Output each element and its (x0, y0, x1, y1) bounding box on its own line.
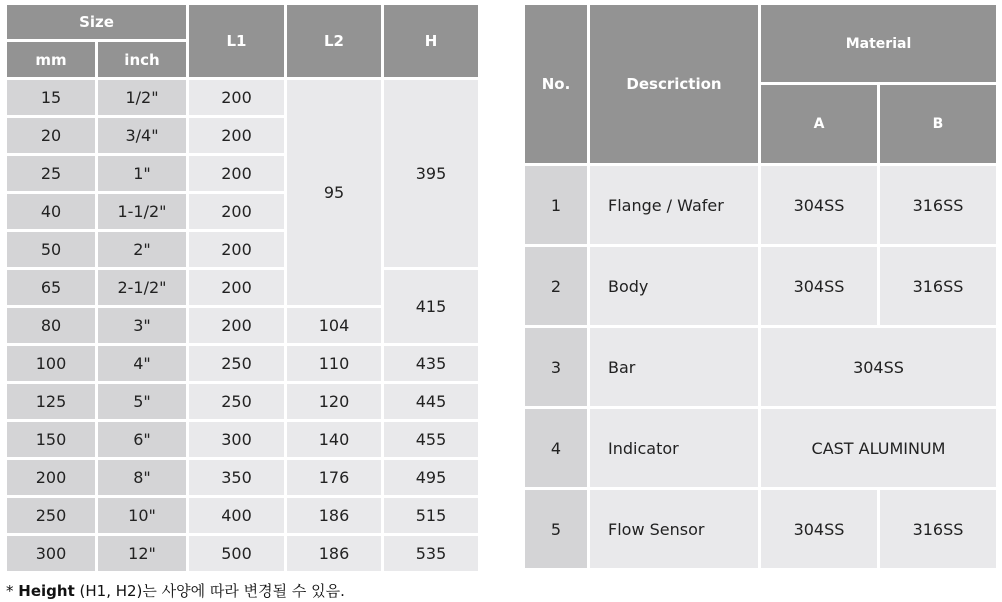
cell-h: 435 (384, 346, 478, 381)
cell-l2: 186 (287, 498, 381, 533)
size-table (4, 2, 481, 574)
cell-desc: Flow Sensor (590, 490, 758, 568)
cell-mm: 20 (7, 118, 95, 153)
header-material-b: B (880, 85, 996, 163)
cell-h: 495 (384, 460, 478, 495)
material-table (522, 2, 999, 571)
footnote-text: (H1, H2)는 사양에 따라 변경될 수 있음. (74, 582, 345, 600)
cell-material-a: 304SS (761, 490, 877, 568)
cell-inch: 1" (98, 156, 186, 191)
cell-l2: 120 (287, 384, 381, 419)
cell-inch: 3" (98, 308, 186, 343)
cell-h-merged-2: 415 (384, 270, 478, 343)
cell-no: 3 (525, 328, 587, 406)
cell-l1: 400 (189, 498, 284, 533)
cell-mm: 40 (7, 194, 95, 229)
table-row (7, 270, 478, 305)
cell-l1: 250 (189, 346, 284, 381)
cell-l1: 200 (189, 80, 284, 115)
cell-no: 4 (525, 409, 587, 487)
cell-desc: Indicator (590, 409, 758, 487)
cell-desc: Body (590, 247, 758, 325)
cell-mm: 200 (7, 460, 95, 495)
cell-mm: 25 (7, 156, 95, 191)
header-mm: mm (7, 42, 95, 77)
cell-material-ab: 304SS (761, 328, 996, 406)
cell-material-ab: CAST ALUMINUM (761, 409, 996, 487)
cell-material-b: 316SS (880, 247, 996, 325)
header-size: Size (7, 5, 186, 39)
cell-inch: 6" (98, 422, 186, 457)
cell-h: 535 (384, 536, 478, 571)
cell-l1: 250 (189, 384, 284, 419)
cell-h: 445 (384, 384, 478, 419)
cell-l1: 200 (189, 270, 284, 305)
table-row (7, 422, 478, 457)
cell-l1: 200 (189, 308, 284, 343)
cell-l2: 140 (287, 422, 381, 457)
footnote-prefix: * (6, 582, 19, 600)
table-row (7, 80, 478, 115)
header-l2: L2 (287, 5, 381, 77)
cell-inch: 1/2" (98, 80, 186, 115)
cell-h: 515 (384, 498, 478, 533)
cell-h-merged: 395 (384, 80, 478, 267)
header-l1: L1 (189, 5, 284, 77)
table-row (7, 498, 478, 533)
cell-material-a: 304SS (761, 166, 877, 244)
cell-inch: 10" (98, 498, 186, 533)
cell-inch: 3/4" (98, 118, 186, 153)
cell-l1: 500 (189, 536, 284, 571)
cell-l2: 110 (287, 346, 381, 381)
cell-mm: 65 (7, 270, 95, 305)
table-row (7, 460, 478, 495)
cell-desc: Flange / Wafer (590, 166, 758, 244)
cell-l2: 176 (287, 460, 381, 495)
footnote-bold: Height (18, 582, 75, 600)
cell-inch: 4" (98, 346, 186, 381)
header-material: Material (761, 5, 996, 82)
cell-mm: 125 (7, 384, 95, 419)
cell-l2: 104 (287, 308, 381, 343)
cell-material-a: 304SS (761, 247, 877, 325)
cell-l1: 200 (189, 156, 284, 191)
header-inch: inch (98, 42, 186, 77)
table-row (525, 409, 996, 487)
cell-l1: 200 (189, 194, 284, 229)
cell-mm: 15 (7, 80, 95, 115)
header-no: No. (525, 5, 587, 163)
table-row (525, 166, 996, 244)
table-row (525, 328, 996, 406)
cell-mm: 50 (7, 232, 95, 267)
cell-desc: Bar (590, 328, 758, 406)
cell-inch: 5" (98, 384, 186, 419)
header-description: Descriction (590, 5, 758, 163)
cell-no: 2 (525, 247, 587, 325)
cell-h: 455 (384, 422, 478, 457)
cell-inch: 1-1/2" (98, 194, 186, 229)
cell-inch: 2-1/2" (98, 270, 186, 305)
cell-no: 1 (525, 166, 587, 244)
header-h: H (384, 5, 478, 77)
footnote (6, 580, 345, 601)
table-row (7, 384, 478, 419)
table-row (525, 247, 996, 325)
table-row (525, 490, 996, 568)
cell-inch: 8" (98, 460, 186, 495)
cell-l2-merged: 95 (287, 80, 381, 305)
cell-mm: 100 (7, 346, 95, 381)
header-material-a: A (761, 85, 877, 163)
cell-l1: 300 (189, 422, 284, 457)
cell-l1: 200 (189, 118, 284, 153)
cell-mm: 150 (7, 422, 95, 457)
cell-l1: 200 (189, 232, 284, 267)
cell-mm: 80 (7, 308, 95, 343)
table-row (7, 346, 478, 381)
cell-mm: 300 (7, 536, 95, 571)
cell-l1: 350 (189, 460, 284, 495)
cell-no: 5 (525, 490, 587, 568)
cell-material-b: 316SS (880, 490, 996, 568)
cell-inch: 2" (98, 232, 186, 267)
cell-material-b: 316SS (880, 166, 996, 244)
cell-inch: 12" (98, 536, 186, 571)
cell-l2: 186 (287, 536, 381, 571)
table-row (7, 536, 478, 571)
cell-mm: 250 (7, 498, 95, 533)
